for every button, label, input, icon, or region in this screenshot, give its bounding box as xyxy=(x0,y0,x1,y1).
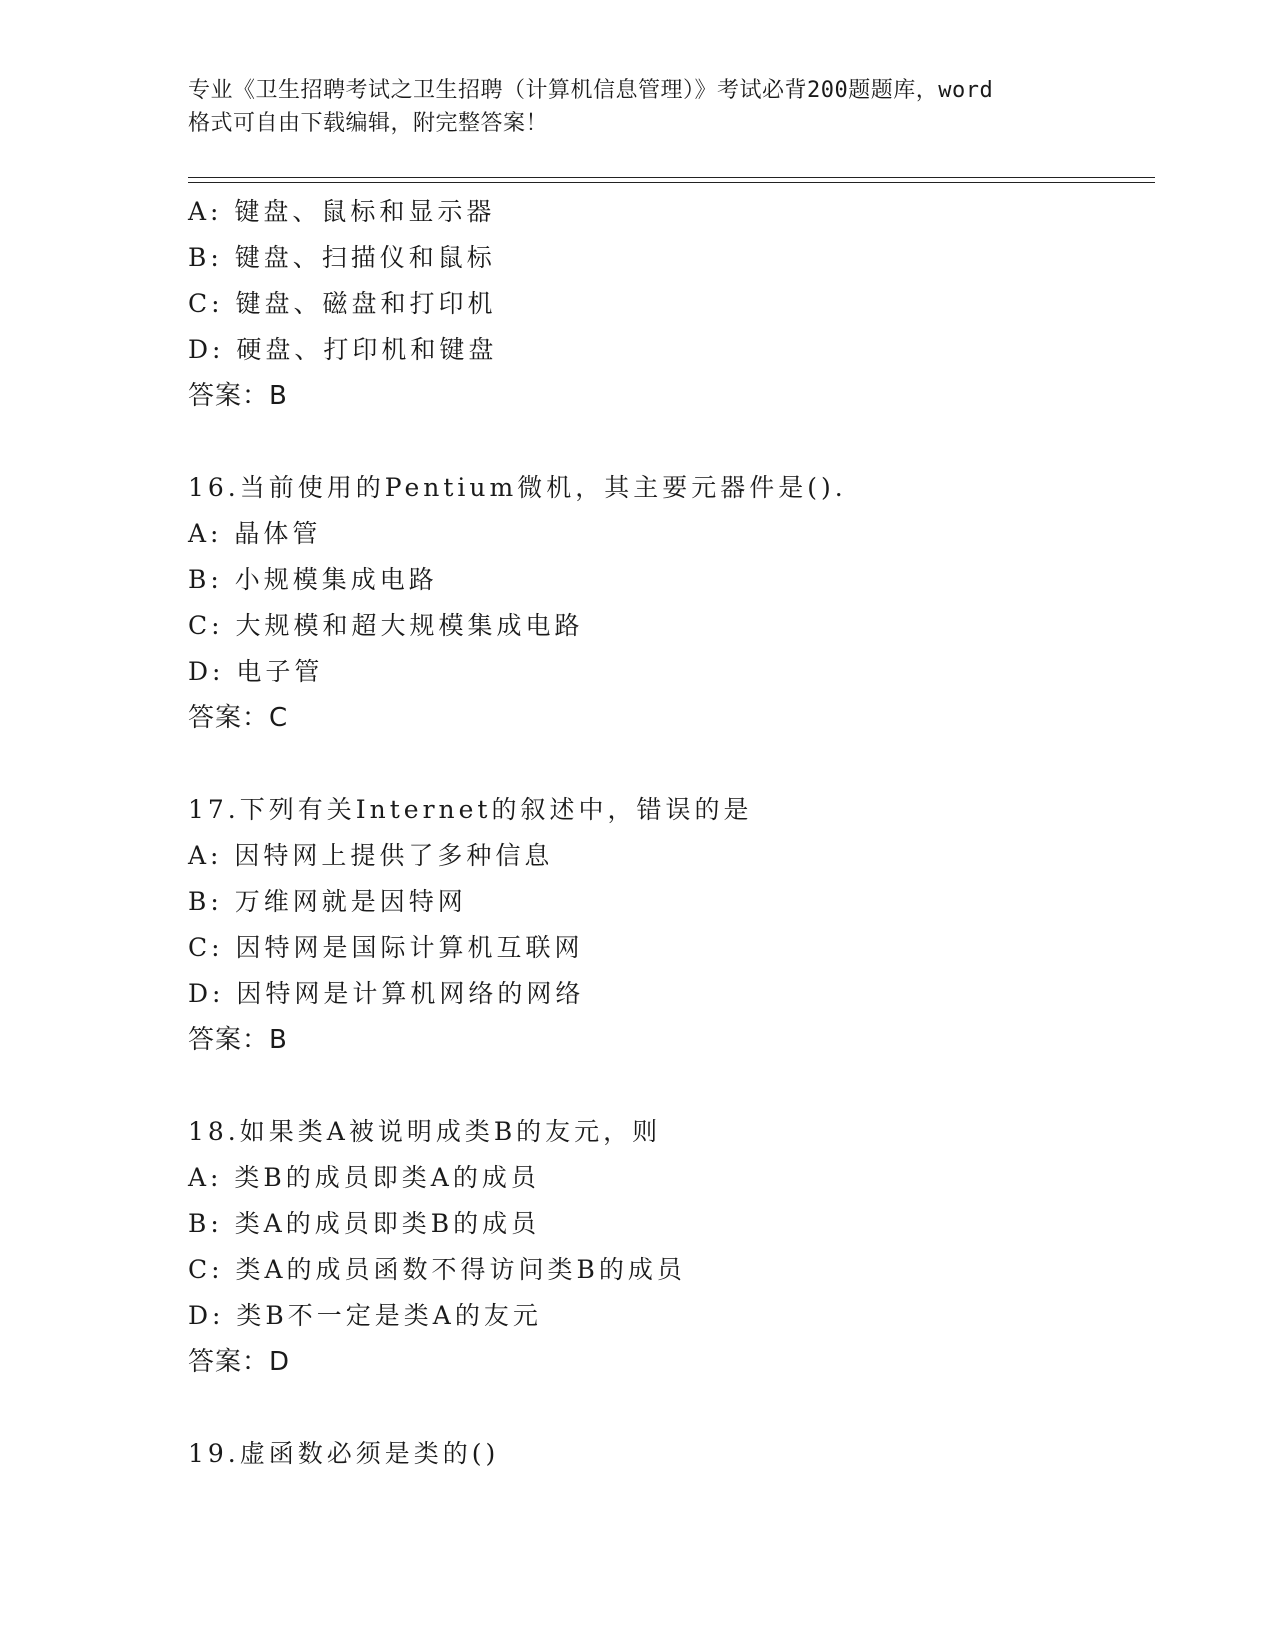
question-17 xyxy=(188,787,1148,1063)
option-b: B: 万维网就是因特网 xyxy=(188,887,467,916)
answer-line: 答案：B xyxy=(188,1025,288,1055)
question-18 xyxy=(188,1109,1148,1385)
option-c: C: 大规模和超大规模集成电路 xyxy=(188,611,584,640)
option-a: A: 类B的成员即类A的成员 xyxy=(188,1163,540,1192)
header-divider-bottom xyxy=(188,182,1155,183)
option-d: D: 电子管 xyxy=(188,657,324,686)
option-c: C: 因特网是国际计算机互联网 xyxy=(188,933,584,962)
question-19 xyxy=(188,1431,1148,1477)
option-b: B: 类A的成员即类B的成员 xyxy=(188,1209,541,1238)
option-a: A: 键盘、鼠标和显示器 xyxy=(188,197,496,226)
question-stem: 17.下列有关Internet的叙述中，错误的是 xyxy=(188,795,753,824)
header-divider-top xyxy=(188,177,1155,178)
document-header xyxy=(188,74,1088,140)
option-c: C: 类A的成员函数不得访问类B的成员 xyxy=(188,1255,686,1284)
option-a: A: 因特网上提供了多种信息 xyxy=(188,841,554,870)
question-fragment xyxy=(188,189,1148,419)
option-c: C: 键盘、磁盘和打印机 xyxy=(188,289,497,318)
option-d: D: 因特网是计算机网络的网络 xyxy=(188,979,585,1008)
option-d: D: 硬盘、打印机和键盘 xyxy=(188,335,498,364)
question-16 xyxy=(188,465,1148,741)
option-b: B: 键盘、扫描仪和鼠标 xyxy=(188,243,496,272)
question-stem: 16.当前使用的Pentium微机，其主要元器件是(). xyxy=(188,473,847,502)
answer-line: 答案：C xyxy=(188,703,289,733)
header-line-2: 格式可自由下载编辑，附完整答案！ xyxy=(188,111,549,136)
option-b: B: 小规模集成电路 xyxy=(188,565,438,594)
question-stem: 18.如果类A被说明成类B的友元，则 xyxy=(188,1117,662,1146)
option-d: D: 类B不一定是类A的友元 xyxy=(188,1301,542,1330)
question-list xyxy=(188,189,1148,1477)
answer-line: 答案：B xyxy=(188,381,288,411)
answer-line: 答案：D xyxy=(188,1347,291,1377)
option-a: A: 晶体管 xyxy=(188,519,322,548)
header-line-1: 专业《卫生招聘考试之卫生招聘（计算机信息管理）》考试必背200题题库，word xyxy=(188,78,994,103)
question-stem: 19.虚函数必须是类的() xyxy=(188,1439,500,1468)
